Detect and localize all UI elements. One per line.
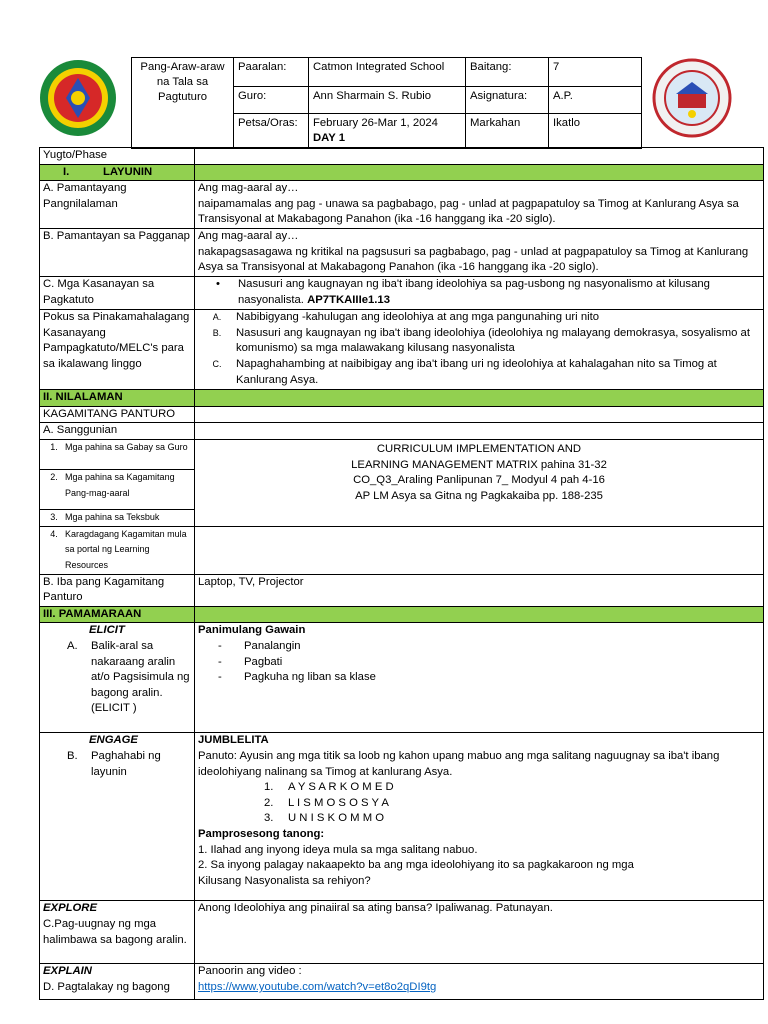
iba-value: Laptop, TV, Projector — [195, 574, 764, 606]
pamantayang-pangnilalaman-value — [195, 181, 764, 229]
markahan-label: Markahan — [466, 114, 549, 149]
item-number: 3. — [50, 511, 58, 522]
paaralan-label: Paaralan: — [234, 58, 309, 87]
dash-marker: - — [218, 671, 222, 684]
sanggunian-label: A. Sanggunian — [40, 423, 195, 440]
engage-label-cell — [40, 733, 195, 901]
sang-line: AP LM Asya sa Gitna ng Pagkakaiba pp. 188-235 — [355, 489, 603, 502]
elicit-label: Balik-aral sa nakaraang aralin at/o Pagsisimula ng bagong aralin. (ELICIT ) — [91, 639, 190, 715]
elicit-tag: ELICIT — [89, 624, 125, 637]
iba-label: B. Iba pang Kagamitang Panturo — [40, 574, 195, 606]
elicit-label-cell — [40, 623, 195, 733]
explain-label: D. Pagtalakay ng bagong — [43, 980, 170, 993]
petsa-value: February 26-Mar 1, 2024 — [313, 117, 438, 129]
jumble-list — [198, 780, 760, 827]
kagamitan-label: KAGAMITANG PANTURO — [40, 406, 195, 423]
explore-value: Anong Ideolohiya ang pinaiiral sa ating bansa? Ipaliwanag. Patunayan. — [195, 901, 764, 964]
sanggunian-item-1 — [40, 439, 195, 469]
explain-value — [195, 964, 764, 1000]
item-text: Mga pahina sa Teksbuk — [65, 511, 160, 522]
item-text: Karagdagang Kagamitan mula sa portal ng Learning Resources — [65, 528, 187, 570]
item-text: Mga pahina sa Gabay sa Guro — [65, 441, 188, 452]
prosesong-title: Pamprosesong tanong: — [198, 827, 325, 840]
explain-label-cell — [40, 964, 195, 1000]
guro-value: Ann Sharmain S. Rubio — [309, 87, 466, 114]
item-text: Napaghahambing at naibibigay ang iba't ibang uri ng ideolohiya at kahalagahan nito sa Timog at Kanlurang Asya. — [236, 357, 717, 386]
list-item — [198, 670, 760, 686]
header-table — [131, 57, 642, 149]
asignatura-label: Asignatura: — [466, 87, 549, 114]
a-text: naipamamalas ang pag - unawa sa pagbabago, pag - unlad at pagpapatuloy sa Timog at Kanlurang Asya sa Transisyonal at Makabagong Panahon (ika -16 hanggang ika -20 siglo). — [198, 197, 739, 226]
item-text: Pagbati — [244, 655, 283, 668]
c-text: Nasusuri ang kaugnayan ng iba't ibang ideolohiya sa pag-usbong ng nasyonalismo at kilusang nasyonalista. — [238, 278, 710, 306]
guro-label: Guro: — [234, 87, 309, 114]
a-intro: Ang mag-aaral ay… — [198, 182, 299, 195]
petsa-cell — [309, 114, 466, 149]
item-number: 2. — [264, 796, 274, 809]
layunin-number: I. — [63, 165, 70, 178]
item-text: L I S M O S O S Y A — [288, 796, 389, 809]
sanggunian-item-2 — [40, 469, 195, 509]
layunin-label: LAYUNIN — [103, 165, 153, 178]
day-label: DAY 1 — [313, 132, 346, 144]
sang-line: CURRICULUM IMPLEMENTATION AND — [376, 442, 582, 455]
list-item — [264, 811, 760, 827]
asignatura-value: A.P. — [549, 87, 642, 114]
item-number: 3. — [264, 812, 274, 825]
elicit-title: Panimulang Gawain — [198, 624, 306, 637]
item-text: Mga pahina sa Kagamitang Pang-mag-aaral — [65, 471, 175, 498]
explain-tag: EXPLAIN — [43, 965, 92, 978]
pokus-label: Pokus sa Pinakamahalagang Kasanayang Pampagkatuto/MELC's para sa ikalawang linggo — [40, 310, 195, 390]
item-marker: A. — [67, 639, 78, 652]
item-marker: C. — [212, 358, 222, 369]
dash-marker: - — [218, 639, 222, 652]
sanggunian-item-4 — [40, 526, 195, 574]
item-marker: A. — [212, 312, 222, 323]
b-text: nakapagsasagawa ng kritikal na pagsusuri sa pagbabago, pag - unlad at pagpapatuloy sa Timog at Kanlurang Asya sa Transisyonal at Makabagong Panahon (ika -16 hanggang ika -20 siglo). — [198, 245, 749, 274]
sanggunian-item-3 — [40, 509, 195, 526]
item-text: A Y S A R K O M E D — [288, 781, 394, 794]
layunin-heading — [40, 164, 195, 181]
list-item — [264, 780, 760, 796]
item-marker: B. — [67, 749, 78, 762]
division-office-seal-logo — [652, 58, 732, 138]
item-number: 1. — [264, 781, 274, 794]
engage-value — [195, 733, 764, 901]
explore-label: C.Pag-uugnay ng mga halimbawa sa bagong aralin. — [43, 917, 187, 946]
item-number: 1. — [50, 441, 58, 452]
pamantayan-pagganap-label: B. Pamantayan sa Pagganap — [40, 229, 195, 277]
nilalaman-heading: II. NILALAMAN — [40, 390, 195, 407]
list-item — [198, 310, 760, 326]
explore-label-cell — [40, 901, 195, 964]
engage-instructions: Panuto: Ayusin ang mga titik sa loob ng kahon upang mabuo ang mga salitang naguugnay sa iba't ibang ideolohiyang nalinang sa Timog at kanlurang Asya. — [198, 749, 720, 778]
pamantayan-pagganap-value — [195, 229, 764, 277]
pokus-value — [195, 310, 764, 390]
list-item — [198, 326, 760, 357]
list-item — [198, 357, 760, 388]
item-number: 2. — [50, 471, 58, 482]
dash-marker: - — [218, 655, 222, 668]
list-item — [198, 639, 760, 655]
bullet-icon: • — [216, 278, 220, 291]
baitang-value: 7 — [549, 58, 642, 87]
item-text: Nabibigyang -kahulugan ang ideolohiya at ang mga pangunahing uri nito — [236, 311, 600, 324]
markahan-value: Ikatlo — [549, 114, 642, 149]
sang-line: LEARNING MANAGEMENT MATRIX pahina 31-32 — [351, 458, 607, 471]
kasanayan-value — [195, 277, 764, 310]
engage-title: JUMBLELITA — [198, 734, 269, 747]
engage-tag: ENGAGE — [89, 734, 138, 747]
lesson-plan-table — [39, 147, 764, 1000]
petsa-label: Petsa/Oras: — [234, 114, 309, 149]
baitang-label: Baitang: — [466, 58, 549, 87]
sang-line: CO_Q3_Araling Panlipunan 7_ Modyul 4 pah 4-16 — [353, 474, 605, 487]
kasanayan-label: C. Mga Kasanayan sa Pagkatuto — [40, 277, 195, 310]
pamamaraan-heading: III. PAMAMARAAN — [40, 606, 195, 623]
melc-code: AP7TKAIIIe1.13 — [307, 293, 390, 306]
list-item — [198, 655, 760, 671]
item-text: U N I S K O M M O — [288, 812, 385, 825]
explore-tag: EXPLORE — [43, 902, 97, 915]
school-seal-logo — [38, 58, 118, 138]
pamantayang-pangnilalaman-label: A. Pamantayang Pangnilalaman — [40, 181, 195, 229]
item-number: 4. — [50, 528, 58, 539]
prosesong-question: 1. Ilahad ang inyong ideya mula sa mga salitang nabuo. — [198, 843, 478, 856]
list-item — [264, 796, 760, 812]
elicit-value — [195, 623, 764, 733]
sanggunian-value — [195, 439, 764, 526]
video-link[interactable]: https://www.youtube.com/watch?v=et8o2qDI9tg — [198, 980, 437, 993]
paaralan-value: Catmon Integrated School — [309, 58, 466, 87]
doc-title: Pang-Araw-araw na Tala sa Pagtuturo — [132, 58, 234, 149]
item-text: Nasusuri ang kaugnayan ng iba't ibang ideolohiya (ideolohiya ng malayang demokrasya, sosyalismo at komunismo) sa mga malawakang kilusang nasyonalista — [236, 326, 750, 355]
b-intro: Ang mag-aaral ay… — [198, 230, 299, 243]
item-text: Pagkuha ng liban sa klase — [244, 671, 376, 684]
explain-text: Panoorin ang video : — [198, 965, 302, 978]
prosesong-question: 2. Sa inyong palagay nakaapekto ba ang mga ideolohiyang ito sa pagkakaroon ng mga Kilusang Nasyonalista sa rehiyon? — [198, 859, 634, 887]
item-marker: B. — [212, 327, 222, 338]
engage-label: Paghahabi ng layunin — [91, 749, 161, 778]
yugto-label: Yugto/Phase — [40, 148, 195, 165]
item-text: Panalangin — [244, 639, 301, 652]
